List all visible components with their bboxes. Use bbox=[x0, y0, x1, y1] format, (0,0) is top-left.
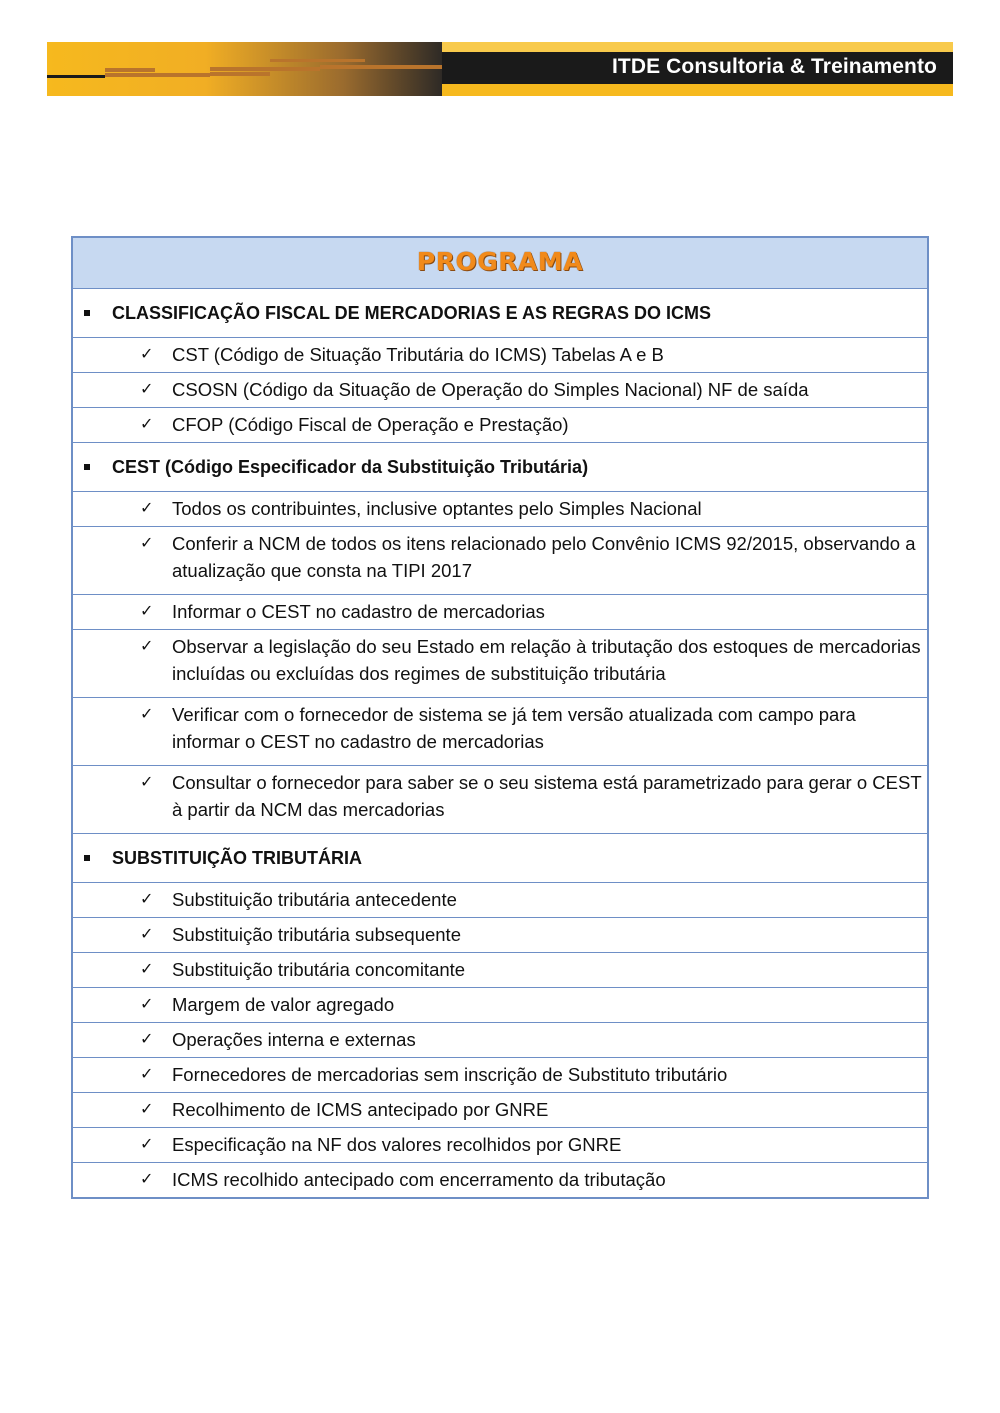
checkmark-icon: ✓ bbox=[140, 636, 154, 655]
list-item bbox=[73, 1162, 927, 1197]
section-title: CEST (Código Especificador da Substituição Tributária) bbox=[112, 457, 589, 477]
list-item-text: Consultar o fornecedor para saber se o seu sistema está parametrizado para gerar o CEST à partir da NCM das mercadorias bbox=[172, 772, 922, 820]
checkmark-icon: ✓ bbox=[140, 498, 154, 517]
banner-stripe bbox=[210, 72, 270, 76]
square-bullet-icon bbox=[84, 464, 90, 470]
section-row bbox=[73, 833, 927, 882]
list-item bbox=[73, 526, 927, 594]
section-row bbox=[73, 288, 927, 337]
list-item bbox=[73, 372, 927, 407]
checkmark-icon: ✓ bbox=[140, 1064, 154, 1083]
banner-stripe bbox=[270, 59, 365, 62]
list-item bbox=[73, 987, 927, 1022]
list-item-text: Substituição tributária subsequente bbox=[172, 924, 461, 945]
list-item bbox=[73, 882, 927, 917]
banner-stripe bbox=[47, 75, 105, 78]
program-table bbox=[71, 236, 929, 1199]
checkmark-icon: ✓ bbox=[140, 414, 154, 433]
list-item bbox=[73, 765, 927, 833]
section-row bbox=[73, 442, 927, 491]
banner-stripe bbox=[105, 68, 155, 72]
checkmark-icon: ✓ bbox=[140, 959, 154, 978]
banner-stripe bbox=[320, 65, 442, 69]
program-header bbox=[73, 238, 927, 288]
list-item-text: Observar a legislação do seu Estado em relação à tributação dos estoques de mercadorias incluídas ou excluídas dos regimes de substituição tributária bbox=[172, 636, 921, 684]
list-item bbox=[73, 952, 927, 987]
banner-stripe bbox=[105, 73, 210, 77]
checkmark-icon: ✓ bbox=[140, 704, 154, 723]
list-item bbox=[73, 697, 927, 765]
checkmark-icon: ✓ bbox=[140, 533, 154, 552]
checkmark-icon: ✓ bbox=[140, 994, 154, 1013]
list-item-text: CSOSN (Código da Situação de Operação do Simples Nacional) NF de saída bbox=[172, 379, 809, 400]
checkmark-icon: ✓ bbox=[140, 1134, 154, 1153]
list-item bbox=[73, 407, 927, 442]
section-title: SUBSTITUIÇÃO TRIBUTÁRIA bbox=[112, 848, 362, 868]
list-item bbox=[73, 1092, 927, 1127]
list-item bbox=[73, 917, 927, 952]
list-item-text: Especificação na NF dos valores recolhidos por GNRE bbox=[172, 1134, 622, 1155]
list-item-text: Margem de valor agregado bbox=[172, 994, 395, 1015]
list-item bbox=[73, 337, 927, 372]
checkmark-icon: ✓ bbox=[140, 1099, 154, 1118]
list-item-text: Fornecedores de mercadorias sem inscrição de Substituto tributário bbox=[172, 1064, 728, 1085]
list-item bbox=[73, 1127, 927, 1162]
list-item-text: Recolhimento de ICMS antecipado por GNRE bbox=[172, 1099, 549, 1120]
checkmark-icon: ✓ bbox=[140, 1169, 154, 1188]
company-name: ITDE Consultoria & Treinamento bbox=[611, 55, 937, 78]
checkmark-icon: ✓ bbox=[140, 379, 154, 398]
list-item bbox=[73, 629, 927, 697]
list-item-text: Informar o CEST no cadastro de mercadorias bbox=[172, 601, 545, 622]
list-item-text: CFOP (Código Fiscal de Operação e Prestação) bbox=[172, 414, 569, 435]
checkmark-icon: ✓ bbox=[140, 601, 154, 620]
square-bullet-icon bbox=[84, 310, 90, 316]
checkmark-icon: ✓ bbox=[140, 889, 154, 908]
list-item bbox=[73, 594, 927, 629]
checkmark-icon: ✓ bbox=[140, 772, 154, 791]
list-item-text: Verificar com o fornecedor de sistema se já tem versão atualizada com campo para informar o CEST no cadastro de mercadorias bbox=[172, 704, 856, 752]
header-banner bbox=[47, 42, 953, 96]
list-item-text: Substituição tributária concomitante bbox=[172, 959, 466, 980]
list-item bbox=[73, 491, 927, 526]
square-bullet-icon bbox=[84, 855, 90, 861]
list-item bbox=[73, 1057, 927, 1092]
list-item-text: Substituição tributária antecedente bbox=[172, 889, 457, 910]
section-title: CLASSIFICAÇÃO FISCAL DE MERCADORIAS E AS REGRAS DO ICMS bbox=[112, 303, 712, 323]
banner-stripe bbox=[210, 67, 320, 71]
list-item-text: ICMS recolhido antecipado com encerramento da tributação bbox=[172, 1169, 666, 1190]
list-item-text: Todos os contribuintes, inclusive optantes pelo Simples Nacional bbox=[172, 498, 702, 519]
checkmark-icon: ✓ bbox=[140, 924, 154, 943]
list-item-text: Conferir a NCM de todos os itens relacionado pelo Convênio ICMS 92/2015, observando a atualização que consta na TIPI 2017 bbox=[172, 533, 916, 581]
list-item-text: Operações interna e externas bbox=[172, 1029, 416, 1050]
checkmark-icon: ✓ bbox=[140, 344, 154, 363]
program-title: PROGRAMA bbox=[416, 247, 584, 276]
list-item-text: CST (Código de Situação Tributária do ICMS) Tabelas A e B bbox=[172, 344, 664, 365]
list-item bbox=[73, 1022, 927, 1057]
checkmark-icon: ✓ bbox=[140, 1029, 154, 1048]
